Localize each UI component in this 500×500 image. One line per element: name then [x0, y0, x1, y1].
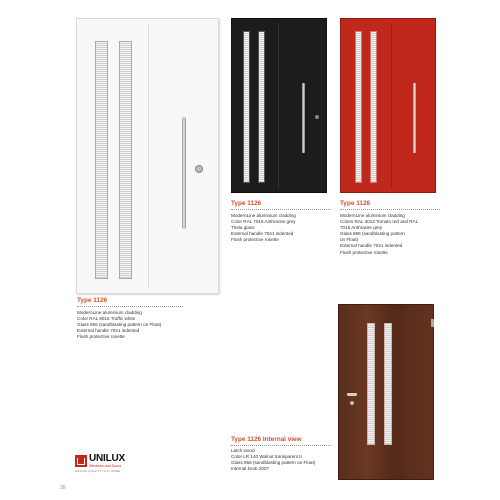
door-walnut-glass-right: [384, 323, 392, 445]
spec-line: Glass 856 (sandblasting pattern on Float): [231, 460, 316, 466]
logo-tagline: Windows and Doors: [89, 464, 122, 468]
door-red-glass-left: [355, 31, 362, 183]
logo-text: UNILUX: [89, 453, 126, 464]
door-red-handle-icon: [413, 83, 416, 153]
door-anthracite-glass-right: [258, 31, 265, 183]
caption-title: Type 1126: [231, 200, 262, 207]
spec-line: Flush protective rosette: [340, 249, 388, 255]
spec-line: Colors RAL 3013 Tomato red and RAL: [340, 219, 419, 225]
door-walnut-rosette-icon: [350, 401, 354, 405]
caption-title: Type 1126: [340, 200, 371, 207]
door-white-rosette-icon: [195, 165, 203, 173]
logo-mark-icon: [75, 455, 87, 467]
caption-door-red: [340, 200, 418, 256]
spec-line: Flush protective rosette: [231, 237, 279, 243]
unilux-logo: [75, 454, 137, 473]
spec-line: ModernLine aluminium cladding: [340, 213, 405, 218]
door-white-panel-divider: [148, 25, 149, 287]
spec-line: External handle 7041 indented: [340, 243, 403, 249]
spec-line: External handle 7041 indented: [231, 231, 294, 237]
door-anthracite-panel-divider: [278, 23, 279, 189]
door-anthracite-image: [231, 18, 327, 193]
door-walnut-glass-left: [367, 323, 375, 445]
spec-line: Flush protective rosette: [77, 334, 125, 340]
caption-door-anthracite: [231, 200, 296, 243]
door-white-handle-icon: [182, 117, 186, 229]
door-red-panel-divider: [391, 23, 392, 189]
spec-line: Color RAL 7016 Anthracite grey: [231, 219, 296, 225]
door-anthracite-rosette-icon: [315, 115, 319, 119]
spec-line: Glass 856 (sandblasting pattern: [340, 231, 405, 237]
spec-line: on Float): [340, 237, 359, 243]
spec-line: Color LR 140 Walnut transparent II: [231, 454, 302, 460]
spec-line: Color RAL 9016 Traffic white: [77, 316, 136, 322]
caption-door-white: [77, 297, 161, 340]
spec-line: ModernLine aluminium cladding: [77, 310, 142, 315]
door-white-glass-right: [119, 41, 132, 279]
door-walnut-hinge-icon: [431, 319, 434, 327]
door-white-glass-left: [95, 41, 108, 279]
spec-line: 7016 Anthracite grey: [340, 225, 383, 231]
caption-door-walnut: [231, 436, 315, 472]
door-anthracite-handle-icon: [302, 83, 305, 153]
page-number: 26: [60, 485, 66, 491]
door-white-image: [76, 18, 219, 294]
door-anthracite-glass-left: [243, 31, 250, 183]
spec-line: Glass 856 (sandblasting pattern on Float): [77, 322, 162, 328]
door-red-image: [340, 18, 436, 193]
caption-title: Type 1126 Internal view: [231, 436, 302, 443]
spec-line: Internal knob 2007: [231, 466, 270, 472]
door-walnut-image: [338, 304, 434, 480]
spec-line: External handle 7041 indented: [77, 328, 140, 334]
spec-line: Thela glass: [231, 225, 255, 231]
door-walnut-knob-icon: [347, 393, 357, 396]
spec-line: Latch wood: [231, 448, 255, 453]
caption-title: Type 1126: [77, 297, 108, 304]
logo-slogan: MAKING QUALITY IS AT HOME: [75, 469, 121, 473]
door-red-glass-right: [370, 31, 377, 183]
spec-line: ModernLine aluminium cladding: [231, 213, 296, 218]
